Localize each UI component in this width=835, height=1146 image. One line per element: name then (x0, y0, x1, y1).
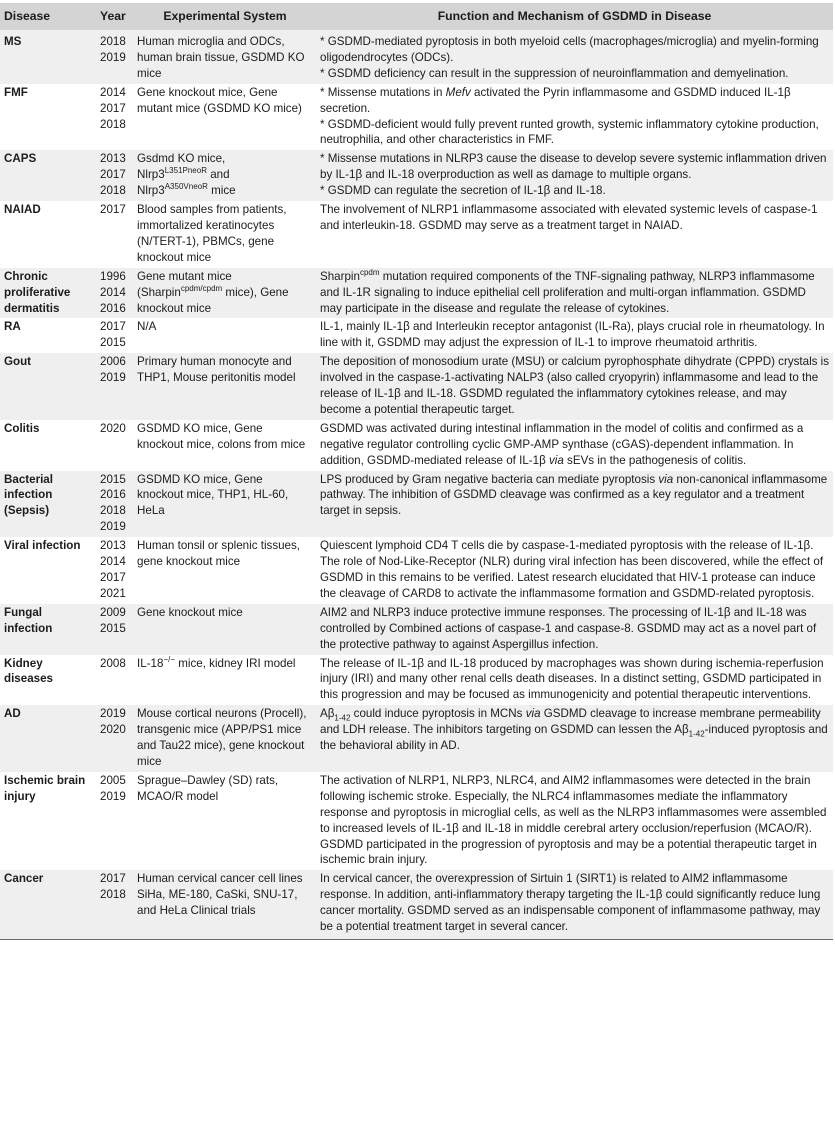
year-value: 2014 (100, 555, 126, 569)
system-line: Gsdmd KO mice, (137, 152, 226, 166)
mechanism-paragraph: * GSDMD can regulate the secretion of IL-1β and IL-18. (320, 184, 606, 198)
function-mechanism-cell (316, 705, 833, 772)
table-row (0, 318, 833, 353)
experimental-system-cell: Gene knockout mice (134, 604, 316, 655)
year-cell (90, 604, 134, 655)
function-mechanism-cell (316, 30, 833, 84)
function-mechanism-cell (316, 655, 833, 706)
disease-cell: CAPS (0, 150, 90, 201)
year-value: 2017 (100, 571, 126, 584)
function-mechanism-cell (316, 420, 833, 471)
experimental-system-cell: GSDMD KO mice, Gene knockout mice, colons from mice (134, 420, 316, 471)
function-mechanism-cell (316, 772, 833, 870)
function-mechanism-cell (316, 537, 833, 604)
year-value: 2014 (100, 285, 126, 299)
header-year: Year (90, 3, 134, 30)
function-mechanism-cell (316, 268, 833, 319)
header-function-mechanism: Function and Mechanism of GSDMD in Disease (316, 3, 833, 30)
table-row (0, 84, 833, 151)
year-cell (90, 318, 134, 353)
mechanism-paragraph: $A\beta_{1-42}$ could induce pyroptosis in MCNs via GSDMD cleavage to increase membrane permeability and LDH release. The inhibitors targeting on GSDMD can lessen the $A\beta_{1-42}$-induced pyroptosis and the behavioral ability in AD. (320, 707, 828, 753)
mechanism-paragraph: * Missense mutations in NLRP3 cause the disease to develop severe systemic inflammation driven by IL-1β and IL-18 overproduction as well as damage to multiple organs. (320, 152, 827, 182)
year-cell (90, 705, 134, 772)
disease-cell: RA (0, 318, 90, 353)
function-mechanism-cell (316, 150, 833, 201)
experimental-system-cell: Gene knockout mice, Gene mutant mice (GSDMD KO mice) (134, 84, 316, 151)
table-row (0, 870, 833, 939)
year-value: 2018 (100, 35, 126, 48)
year-cell (90, 353, 134, 420)
year-value: 2018 (100, 888, 126, 902)
experimental-system-cell: Gene mutant mice (Sharpin$^{cpdm/cpdm}$ mice), Gene knockout mice (134, 268, 316, 319)
year-value: 2020 (100, 421, 126, 435)
table-row (0, 150, 833, 201)
year-cell (90, 772, 134, 870)
year-value: 2015 (100, 472, 126, 486)
mechanism-paragraph: The deposition of monosodium urate (MSU) or calcium pyrophosphate dihydrate (CPPD) crystals is involved in the caspase-1-activating NALP3 (also called cryopyrin) inflammasome and lead to the release of IL-1β and IL-18. GSDMD regulated the inflammatory cytokines release, and may become a potential therapeutic target. (320, 355, 830, 416)
function-mechanism-cell (316, 353, 833, 420)
experimental-system-cell: Human cervical cancer cell lines SiHa, ME-180, CaSki, SNU-17, and HeLa Clinical trials (134, 870, 316, 939)
year-value: 2008 (100, 656, 126, 670)
disease-cell: FMF (0, 84, 90, 151)
year-cell (90, 30, 134, 84)
mechanism-paragraph: In cervical cancer, the overexpression of Sirtuin 1 (SIRT1) is related to AIM2 inflammasome response. In addition, anti-inflammatory therapy targeting the IL-1β could significantly reduce lung cancer mortality. GSDMD served as an indispensable component of inflammasome pathway, may be a potential treatment target in several cancer. (320, 872, 821, 934)
table-row (0, 353, 833, 420)
disease-cell: NAIAD (0, 201, 90, 268)
year-value: 2015 (100, 336, 126, 350)
table-row (0, 772, 833, 870)
year-cell (90, 84, 134, 151)
system-line: $Nlrp3^{L351PneoR}$ and (137, 166, 230, 182)
disease-cell: Cancer (0, 870, 90, 939)
disease-cell: MS (0, 30, 90, 84)
year-value: 2013 (100, 152, 126, 166)
year-value: 2018 (100, 504, 126, 518)
year-value: 2019 (100, 707, 126, 721)
disease-cell: Colitis (0, 420, 90, 471)
experimental-system-cell: Blood samples from patients, immortalized keratinocytes (N/TERT-1), PBMCs, gene knockout mice (134, 201, 316, 268)
table-row (0, 420, 833, 471)
system-line: $Nlrp3^{A350VneoR}$ mice (137, 182, 236, 198)
table-body (0, 30, 833, 939)
year-cell (90, 150, 134, 201)
experimental-system-cell: IL-18−/− mice, kidney IRI model (134, 655, 316, 706)
mechanism-paragraph: LPS produced by Gram negative bacteria can mediate pyroptosis via non-canonical inflammasome pathway. The inhibition of GSDMD cleavage was confirmed as a key regulator and a treatment target in sepsis. (320, 472, 828, 518)
year-cell (90, 537, 134, 604)
year-value: 2017 (100, 168, 126, 182)
disease-cell: AD (0, 705, 90, 772)
year-value: 2019 (100, 371, 126, 385)
mechanism-paragraph: Sharpin$^{cpdm}$ mutation required components of the TNF-signaling pathway, NLRP3 inflammasome and IL-1R signaling to induce epithelial cell proliferation and multi-organ inflammation. GSDMD may participate in the disease and regulate the release of cytokines. (320, 267, 815, 315)
disease-cell: Ischemic brain injury (0, 772, 90, 870)
table-row (0, 201, 833, 268)
year-value: 2020 (100, 723, 126, 737)
mechanism-paragraph: Quiescent lymphoid CD4 T cells die by caspase-1-mediated pyroptosis with the release of IL-1β. The role of Nod-Like-Receptor (NLR) during viral infection has been discovered, while the effect of GSDMD in this remains to be verified. Latest research elucidated that HIV-1 protease can induce the cleavage of CARD8 to activate the inflammasome formation and GSDMD-related pyroptosis. (320, 539, 824, 600)
experimental-system-cell: Primary human monocyte and THP1, Mouse peritonitis model (134, 353, 316, 420)
experimental-system-cell: N/A (134, 318, 316, 353)
mechanism-paragraph: AIM2 and NLRP3 induce protective immune responses. The processing of IL-1β and IL-18 was controlled by Combined actions of caspase-1 and caspase-8. GSDMD may act as a novel part of the protective pathway to against Aspergillus infection. (320, 605, 817, 651)
year-cell (90, 870, 134, 939)
year-cell (90, 268, 134, 319)
year-value: 2019 (100, 520, 126, 534)
mechanism-paragraph: * GSDMD-mediated pyroptosis in both myeloid cells (macrophages/microglia) and myelin-forming oligodendrocytes (ODCs). (320, 35, 819, 64)
table-row (0, 537, 833, 604)
disease-cell: Viral infection (0, 537, 90, 604)
year-value: 2021 (100, 586, 126, 600)
year-value: 2017 (100, 872, 126, 886)
table-header (0, 3, 833, 30)
table-row (0, 268, 833, 319)
function-mechanism-cell (316, 318, 833, 353)
year-cell (90, 420, 134, 471)
table-row (0, 655, 833, 706)
header-row (0, 3, 833, 30)
mechanism-paragraph: The release of IL-1β and IL-18 produced by macrophages was shown during ischemia-reperfusion injury (IRI) and many other renal cells death diseases. In a distinct setting, GSDMD participated in this progression and may be focused as immunogenicity and potential therapeutic interventions. (320, 656, 824, 702)
mechanism-paragraph: The activation of NLRP1, NLRP3, NLRC4, and AIM2 inflammasomes were detected in the brain following ischemic stroke. Especially, the NLRC4 inflammasomes mediate the inflammatory response and pyroptosis in microglial cells, as well as the NLRP3 inflammasomes were assembled to increased levels of IL-1β and IL-18 in middle cerebral artery occlusion/reperfusion (MCAO/R). GSDMD participated in the progression of pyroptosis and may be a potential therapeutic target in ischemic brain injury. (320, 773, 827, 867)
mechanism-paragraph: * GSDMD deficiency can result in the suppression of neuroinflammation and demyelination. (320, 66, 789, 80)
year-cell (90, 201, 134, 268)
year-value: 2019 (100, 50, 126, 64)
experimental-system-cell: Sprague–Dawley (SD) rats, MCAO/R model (134, 772, 316, 870)
year-value: 2015 (100, 621, 126, 635)
year-value: 2016 (100, 301, 126, 315)
experimental-system-cell (134, 150, 316, 201)
disease-cell: Chronic proliferative dermatitis (0, 268, 90, 319)
function-mechanism-cell (316, 201, 833, 268)
year-value: 2005 (100, 773, 126, 787)
year-cell (90, 471, 134, 538)
function-mechanism-cell (316, 471, 833, 538)
table-row (0, 30, 833, 84)
disease-cell: Kidney diseases (0, 655, 90, 706)
function-mechanism-cell (316, 84, 833, 151)
mechanism-paragraph: GSDMD was activated during intestinal inflammation in the model of colitis and confirmed as a negative regulator controlling cyclic GMP-AMP synthase (cGAS)-dependent inflammation. In addition, GSDMD-mediated release of IL-1β via sEVs in the pathogenesis of colitis. (320, 421, 804, 467)
header-disease: Disease (0, 3, 90, 30)
year-value: 2018 (100, 117, 126, 131)
year-value: 2019 (100, 789, 126, 803)
year-value: 2006 (100, 355, 126, 369)
year-value: 2017 (100, 320, 126, 334)
mechanism-paragraph: The involvement of NLRP1 inflammasome associated with elevated systemic levels of caspase-1 and interleukin-18. GSDMD may serve as a treatment target in NAIAD. (320, 203, 818, 232)
year-value: 2017 (100, 101, 126, 115)
year-value: 2009 (100, 605, 126, 619)
mechanism-paragraph: * GSDMD-deficient would fully prevent runted growth, systemic inflammatory cytokine production, neutrophilia, and other characteristics in FMF. (320, 117, 819, 147)
mechanism-paragraph: IL-1, mainly IL-1β and Interleukin receptor antagonist (IL-Ra), plays crucial role in rheumatology. In line with it, GSDMD may adjust the expression of IL-1 to improve rheumatoid arthritis. (320, 320, 825, 350)
experimental-system-cell: GSDMD KO mice, Gene knockout mice, THP1, HL-60, HeLa (134, 471, 316, 538)
year-value: 2014 (100, 85, 126, 99)
experimental-system-cell: Human tonsil or splenic tissues, gene knockout mice (134, 537, 316, 604)
year-value: 2013 (100, 539, 126, 553)
year-value: 2016 (100, 488, 126, 502)
table-row (0, 705, 833, 772)
year-value: 2017 (100, 203, 126, 217)
mechanism-paragraph: * Missense mutations in Mefv activated the Pyrin inflammasome and GSDMD induced IL-1β secretion. (320, 85, 791, 115)
disease-cell: Fungal infection (0, 604, 90, 655)
year-cell (90, 655, 134, 706)
table-row (0, 471, 833, 538)
table-row (0, 604, 833, 655)
disease-cell: Bacterial infection (Sepsis) (0, 471, 90, 538)
year-value: 1996 (100, 269, 126, 283)
year-value: 2018 (100, 184, 126, 198)
function-mechanism-cell (316, 870, 833, 939)
function-mechanism-cell (316, 604, 833, 655)
header-experimental-system: Experimental System (134, 3, 316, 30)
experimental-system-cell: Human microglia and ODCs, human brain tissue, GSDMD KO mice (134, 30, 316, 84)
disease-cell: Gout (0, 353, 90, 420)
experimental-system-cell: Mouse cortical neurons (Procell), transgenic mice (APP/PS1 mice and Tau22 mice), gene knockout mice (134, 705, 316, 772)
gsdmd-disease-table (0, 3, 833, 940)
